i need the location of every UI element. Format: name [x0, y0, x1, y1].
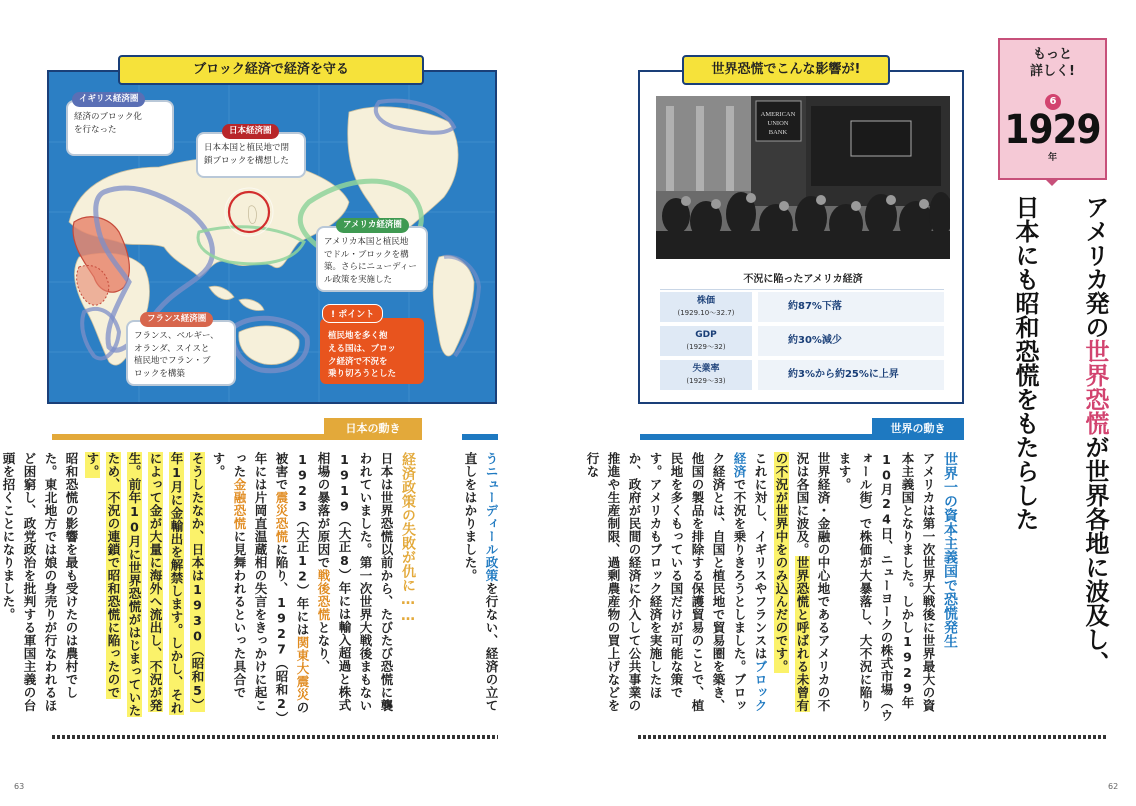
southeast-asia-land [209, 286, 264, 310]
bank-sign-line-2: UNION [767, 120, 789, 127]
world-section-body [585, 452, 960, 722]
stat-label-gdp: GDP (1929〜32) [660, 326, 752, 356]
stat-value-stock: 約87%下落 [758, 292, 944, 322]
france-zone-text-4: ロックを構築 [134, 369, 185, 379]
badge-pointer [1044, 178, 1060, 186]
headline-emphasis: 世界恐慌 [1081, 339, 1109, 435]
france-zone-text-2: オランダ、スイスと [134, 343, 210, 354]
uk-zone-text-1: 経済のブロック化 [74, 111, 142, 122]
us-zone-text-2: でドル・ブロックを構 [324, 249, 409, 260]
bank-sign-line-1: AMERICAN [760, 111, 796, 118]
france-zone-tag: フランス経済圏 [140, 312, 213, 327]
world-paragraph-2: 世界経済・金融の中心地であるアメリカの不況は各国に波及。 [795, 452, 831, 712]
newdeal-keyword: うニューディール政策 [484, 452, 499, 582]
newdeal-text: を行ない、経済の立て直しをはかりました。 [463, 452, 499, 712]
japan-section-tag: 日本の動き [324, 418, 422, 440]
us-zone-text-4: ル政策を実施した [324, 275, 393, 285]
earthquake-panic-keyword: 震災恐慌 [274, 491, 289, 543]
point-tag [322, 304, 383, 323]
japan-paragraph-1-e: に陥り、1927（昭和2）年には片岡直温蔵相の失言をきっかけに起こった [232, 452, 289, 719]
australia-land [239, 326, 299, 365]
world-paragraph-3-a: これに対し、イギリスやフランスは [753, 452, 768, 660]
point-tag-label: ポイント [338, 310, 375, 320]
japan-subhead: 経済政策の失敗が仇に…… [400, 452, 416, 624]
stat-range-stock: (1929.10〜32.7) [677, 309, 735, 317]
stat-value-unemployment: 約3%から約25%に上昇 [758, 360, 944, 390]
us-economic-zone-callout [316, 220, 428, 292]
point-text-4: 乗り切ろうとした [328, 369, 397, 380]
stat-range-gdp: (1929〜32) [686, 343, 726, 351]
stats-title: 不況に陥ったアメリカ経済 [743, 274, 863, 285]
japan-zone-text-1: 日本本国と植民地で閉 [204, 142, 290, 153]
left-page-number: 63 [14, 782, 25, 791]
world-paragraph-1: アメリカは第一次世界大戦後に世界最大の資本主義国となりました。しかし1929年10月24日、ニューヨークの株式市場（ウォール街）で株価が大暴落し、大不況に陥ります。 [837, 452, 936, 722]
uk-economic-zone-callout [66, 94, 174, 156]
right-page-number: 62 [1108, 782, 1119, 791]
uk-zone-tag: イギリス経済圏 [72, 92, 145, 107]
uk-zone-text-2: を行なった [74, 124, 117, 135]
japan-paragraph-1-f: に見舞われるといった具合です。 [211, 452, 247, 699]
map-title: ブロック経済で経済を守る [118, 55, 424, 85]
right-bottom-rule [638, 735, 1108, 739]
point-text-3: ク経済で不況を [328, 356, 388, 367]
world-paragraph-2-highlight: 世界恐慌と呼ばれる未曾有の不況が世界中をのみ込んだのです。 [774, 452, 810, 712]
point-callout [320, 318, 424, 384]
japan-land [248, 206, 256, 224]
stat-row-gdp [660, 326, 944, 356]
postwar-panic-keyword: 戦後恐慌 [316, 569, 331, 621]
stat-label-stock: 株価 (1929.10〜32.7) [660, 292, 752, 322]
point-text-2: える国は、ブロッ [328, 343, 396, 354]
stat-row-unemployment [660, 360, 944, 390]
photo-panel-title: 世界恐慌でこんな影響が! [682, 55, 890, 85]
japan-paragraph-1-d: の被害で [274, 452, 310, 714]
world-paragraph-3-c: で不況を乗りきろうとしました。ブロック経済とは、自国と植民地で貿易圏を築き、他国の製品を排除する保護貿易のことで、植民地を多くもっている国だけが可能な策です。アメリカもブロック経済を実施したほか、政府が民間の経済に介入して公共事業の推進や生産制限、過剰農産物の買上げなどを行な [585, 452, 747, 712]
stat-label-unemployment: 失業率 (1929〜33) [660, 360, 752, 390]
exclamation-icon: ! [331, 310, 336, 320]
badge-line-1: もっと [1032, 47, 1072, 62]
stat-row-stock [660, 292, 944, 322]
japan-section-body [1, 452, 418, 722]
france-zone-text-3: 植民地でフラン・ブ [134, 356, 211, 367]
us-zone-text-3: 築。さらにニューディー [324, 262, 417, 273]
headline-line-2: 日本にも昭和恐慌をもたらした [1011, 195, 1039, 531]
stat-value-gdp: 約30%減少 [758, 326, 944, 356]
south-america-land [433, 256, 474, 356]
bank-sign-line-3: BANK [768, 129, 788, 136]
bank-run-photo [656, 96, 950, 259]
japan-paragraph-1-c: となり、1923（大正12）年には [295, 452, 331, 673]
world-section-tag: 世界の動き [872, 418, 964, 440]
world-paragraph-3-keyword: ブロック経済 [732, 452, 768, 712]
japan-zone-text-2: 鎖ブロックを構想した [204, 155, 289, 166]
france-economic-zone-callout [126, 314, 236, 386]
japan-paragraph-2-highlight: そうしたなか、日本は1930（昭和5）年1月に金輸出を解禁します。しかし、それによって金が大量に海外へ流出し、不況が発生。前年10月に世界恐慌がはじまっていたため、不況の連鎖で昭和恐慌に陥ったのです。 [85, 452, 205, 717]
badge-heading [998, 46, 1107, 80]
france-zone-text-1: フランス、ベルギー、 [134, 330, 219, 341]
headline-line-1: アメリカ発の世界恐慌が世界各地に波及し、 [1081, 195, 1109, 675]
newdeal-continuation [452, 452, 502, 722]
badge-year-suffix: 年 [1047, 153, 1057, 163]
left-bottom-rule [52, 735, 498, 739]
badge-number: 6 [1045, 94, 1061, 110]
japan-paragraph-1: 日本は世界恐慌以前から、たびたび恐慌に襲われていました。第一次世界大戦後まもない1919（大正8）年には輸入超過と株式相場の暴落が原因で [316, 452, 394, 712]
japan-paragraph-3: 昭和恐慌の影響を最も受けたのは農村でした。東北地方では娘の身売りが行なわれるほど困窮し、政党政治を批判する軍国主義の台頭を招くことになりました。 [1, 452, 79, 712]
world-subhead: 世界一の資本主義国で恐慌発生 [942, 452, 958, 648]
financial-panic-keyword: 金融恐慌 [232, 478, 247, 530]
stat-range-unemployment: (1929〜33) [686, 377, 726, 385]
japan-zone-tag: 日本経済圏 [222, 124, 279, 139]
japan-economic-zone-callout [196, 126, 306, 178]
us-zone-tag: アメリカ経済圏 [336, 218, 409, 233]
badge-year: 1929 [1004, 107, 1101, 153]
badge-line-2: 詳しく! [1030, 64, 1075, 79]
kanto-earthquake-keyword: 関東大震災 [295, 636, 310, 701]
us-zone-text-1: アメリカ本国と植民地 [324, 236, 409, 247]
continued-section-bar [462, 434, 498, 440]
point-text-1: 植民地を多く抱 [328, 331, 388, 341]
